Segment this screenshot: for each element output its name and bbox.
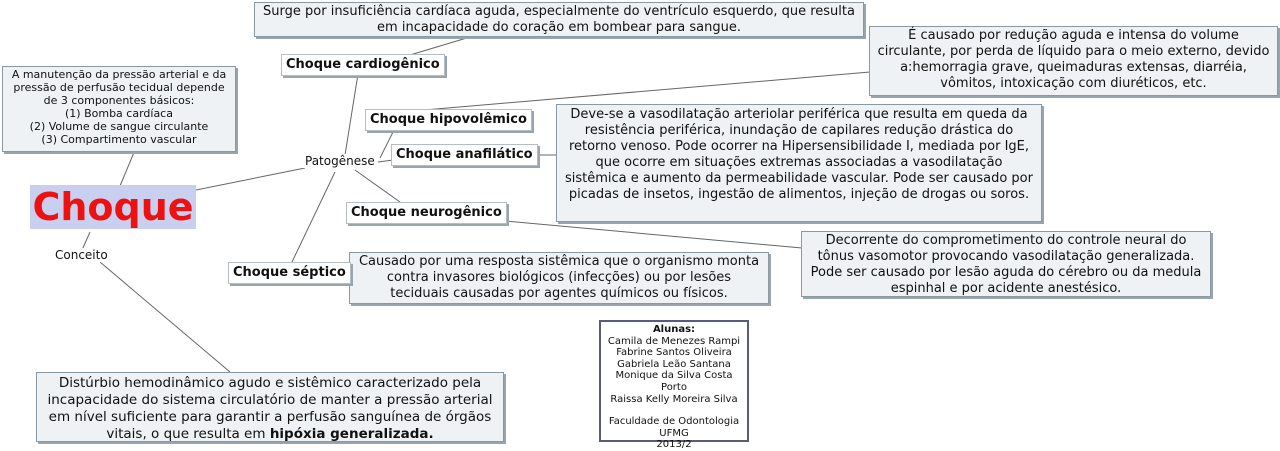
- desc-cardiogenico: Surge por insuficiência cardíaca aguda, especialmente do ventrículo esquerdo, que resulta em incapacidade do coração em bombear para sangue.: [254, 2, 864, 37]
- desc-neurogenico: Decorrente do comprometimento do controle neural do tônus vasomotor provocando vasodilatação generalizada. Pode ser causado por lesão aguda do cérebro ou da medula espinhal e por acidente anestésico.: [801, 231, 1211, 297]
- conceito-definition-text: Distúrbio hemodinâmico agudo e sistêmico caracterizado pela incapacidade do sistema circulatório de manter a pressão arterial em nível suficiente para garantir a perfusão sanguínea de órgãos vitais, o que resulta em: [47, 375, 493, 442]
- tag-choque-cardiogenico: Choque cardiogênico: [281, 54, 445, 76]
- authors-box: [599, 320, 749, 451]
- university-name: UFMG: [659, 427, 689, 439]
- term-label: 2013/2: [656, 439, 692, 451]
- tag-choque-hipovolemico: Choque hipovolêmico: [365, 109, 532, 131]
- tag-choque-septico: Choque séptico: [228, 262, 351, 284]
- tag-choque-neurogenico: Choque neurogênico: [346, 202, 507, 224]
- manutencao-item: (2) Volume de sangue circulante: [29, 120, 209, 133]
- author-name: Gabriela Leão Santana: [617, 358, 731, 370]
- manutencao-text: A manutenção da pressão arterial e da pressão de perfusão tecidual depende de 3 componentes básicos:: [11, 68, 227, 107]
- faculty-name: Faculdade de Odontologia: [608, 416, 740, 428]
- author-name: Fabrine Santos Oliveira: [616, 347, 732, 359]
- central-topic-choque: Choque: [30, 185, 196, 229]
- manutencao-item: (3) Compartimento vascular: [41, 133, 197, 146]
- manutencao-box: [2, 66, 236, 152]
- label-conceito: Conceito: [52, 248, 111, 262]
- authors-heading: Alunas:: [652, 324, 696, 335]
- manutencao-item: (1) Bomba cardíaca: [65, 107, 173, 120]
- author-name: Camila de Menezes Rampi: [607, 335, 741, 347]
- conceito-definition-bold: hipóxia generalizada.: [269, 426, 434, 442]
- tag-choque-anafilatico: Choque anafilático: [391, 144, 538, 166]
- desc-septico: Causado por uma resposta sistêmica que o organismo monta contra invasores biológicos (infecções) ou por lesões teciduais causadas por agentes químicos ou físicos.: [349, 252, 769, 304]
- desc-anafilatico: Deve-se a vasodilatação arteriolar periférica que resulta em queda da resistência periférica, inundação de capilares redução drástica do retorno venoso. Pode ocorrer na Hipersensibilidade I, mediada por IgE, que ocorre em situações extremas associadas a vasodilatação sistêmica e aumento da permeabilidade vascular. Pode ser causado por picadas de insetos, ingestão de alimentos, injeção de drogas ou soros.: [556, 104, 1042, 222]
- author-name: Raissa Kelly Moreira Silva: [610, 393, 738, 405]
- label-patogenese: Patogênese: [302, 154, 378, 168]
- author-name: Monique da Silva Costa Porto: [615, 370, 733, 393]
- desc-hipovolemico: É causado por redução aguda e intensa do volume circulante, por perda de líquido para o meio externo, devido a:hemorragia grave, queimaduras extensas, diarréia, vômitos, intoxicação com diuréticos, etc.: [869, 26, 1278, 96]
- conceito-definition-box: [36, 372, 504, 442]
